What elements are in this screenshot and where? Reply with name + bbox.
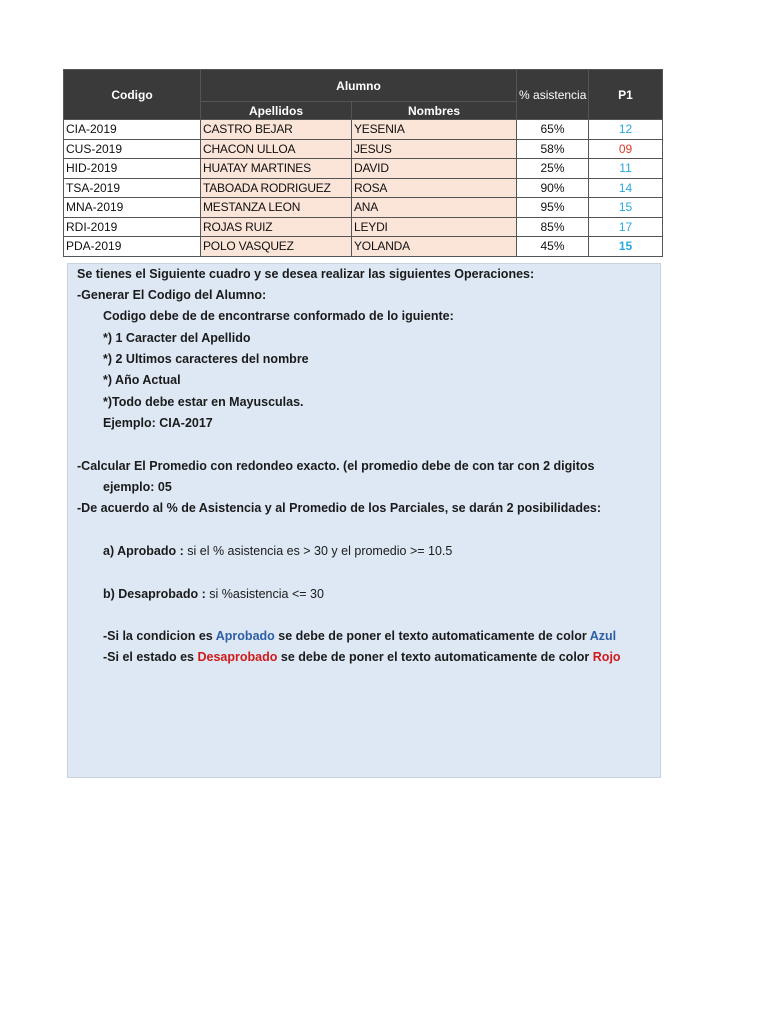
rule-2: *) 2 Ultimos caracteres del nombre [103,352,309,366]
table-row [64,120,663,140]
cell-asistencia[interactable]: 90% [517,178,589,198]
cell-codigo[interactable]: PDA-2019 [64,237,201,257]
aprobado-label: a) Aprobado : [103,544,184,558]
cell-nombres[interactable]: ROSA [352,178,517,198]
table-body [64,120,663,257]
cell-codigo[interactable]: MNA-2019 [64,198,201,218]
calc-heading: -Calcular El Promedio con redondeo exacto. (el promedio debe de con tar con 2 digitos [77,459,595,473]
table-row [64,159,663,179]
si2-middle: se debe de poner el texto automaticamente de color [280,650,590,664]
cell-p1[interactable]: 14 [589,178,663,198]
header-codigo: Codigo [64,70,201,120]
table-row [64,217,663,237]
table-row [64,139,663,159]
example-code: Ejemplo: CIA-2017 [103,416,213,430]
cell-asistencia[interactable]: 95% [517,198,589,218]
table-row [64,237,663,257]
cell-asistencia[interactable]: 58% [517,139,589,159]
cell-nombres[interactable]: LEYDI [352,217,517,237]
table-row [64,178,663,198]
condition-desaprobado [103,587,324,601]
desaprobado-label: b) Desaprobado : [103,587,206,601]
header-nombres: Nombres [352,102,517,120]
cell-codigo[interactable]: CUS-2019 [64,139,201,159]
cell-codigo[interactable]: HID-2019 [64,159,201,179]
grades-table-region [63,69,662,257]
si1-prefix: -Si la condicion es [103,629,213,643]
header-apellidos: Apellidos [201,102,352,120]
header-p1: P1 [589,70,663,120]
condition-aprobado [103,544,452,558]
cell-p1[interactable]: 15 [589,198,663,218]
cell-codigo[interactable]: CIA-2019 [64,120,201,140]
instructions-panel [67,263,661,778]
aprobado-condition: si el % asistencia es > 30 y el promedio >= 10.5 [187,544,453,558]
si2-prefix: -Si el estado es [103,650,195,664]
cell-codigo[interactable]: RDI-2019 [64,217,201,237]
cell-codigo[interactable]: TSA-2019 [64,178,201,198]
header-alumno: Alumno [201,70,517,102]
rule-4: *)Todo debe estar en Mayusculas. [103,395,304,409]
cell-nombres[interactable]: DAVID [352,159,517,179]
example-average: ejemplo: 05 [103,480,172,494]
table-row [64,198,663,218]
si1-color: Azul [589,629,617,643]
cell-nombres[interactable]: YESENIA [352,120,517,140]
si1-word: Aprobado [215,629,275,643]
cell-apellidos[interactable]: TABOADA RODRIGUEZ [201,178,352,198]
rule-desaprobado-color [103,650,621,664]
desaprobado-condition: si %asistencia <= 30 [209,587,324,601]
cell-asistencia[interactable]: 45% [517,237,589,257]
cell-nombres[interactable]: JESUS [352,139,517,159]
cell-p1[interactable]: 09 [589,139,663,159]
header-asistencia: % asistencia [517,70,589,120]
cell-asistencia[interactable]: 65% [517,120,589,140]
cell-apellidos[interactable]: MESTANZA LEON [201,198,352,218]
cell-p1[interactable]: 17 [589,217,663,237]
rule-3: *) Año Actual [103,373,181,387]
cell-apellidos[interactable]: HUATAY MARTINES [201,159,352,179]
cell-asistencia[interactable]: 85% [517,217,589,237]
cell-p1[interactable]: 15 [589,237,663,257]
cell-apellidos[interactable]: POLO VASQUEZ [201,237,352,257]
cell-apellidos[interactable]: CHACON ULLOA [201,139,352,159]
cell-p1[interactable]: 11 [589,159,663,179]
cell-nombres[interactable]: YOLANDA [352,237,517,257]
generate-heading: -Generar El Codigo del Alumno: [77,288,267,302]
intro-text: Se tienes el Siguiente cuadro y se desea realizar las siguientes Operaciones: [77,267,535,281]
cell-apellidos[interactable]: ROJAS RUIZ [201,217,352,237]
si2-color: Rojo [592,650,621,664]
cell-p1[interactable]: 12 [589,120,663,140]
si2-word: Desaprobado [197,650,278,664]
cell-nombres[interactable]: ANA [352,198,517,218]
rule-aprobado-color [103,629,616,643]
grades-table [63,69,663,257]
rule-1: *) 1 Caracter del Apellido [103,331,251,345]
si1-middle: se debe de poner el texto automaticamente de color [278,629,587,643]
cell-asistencia[interactable]: 25% [517,159,589,179]
cell-apellidos[interactable]: CASTRO BEJAR [201,120,352,140]
conditions-heading: -De acuerdo al % de Asistencia y al Promedio de los Parciales, se darán 2 posibilidades: [77,501,602,515]
code-definition: Codigo debe de de encontrarse conformado de lo iguiente: [103,309,454,323]
